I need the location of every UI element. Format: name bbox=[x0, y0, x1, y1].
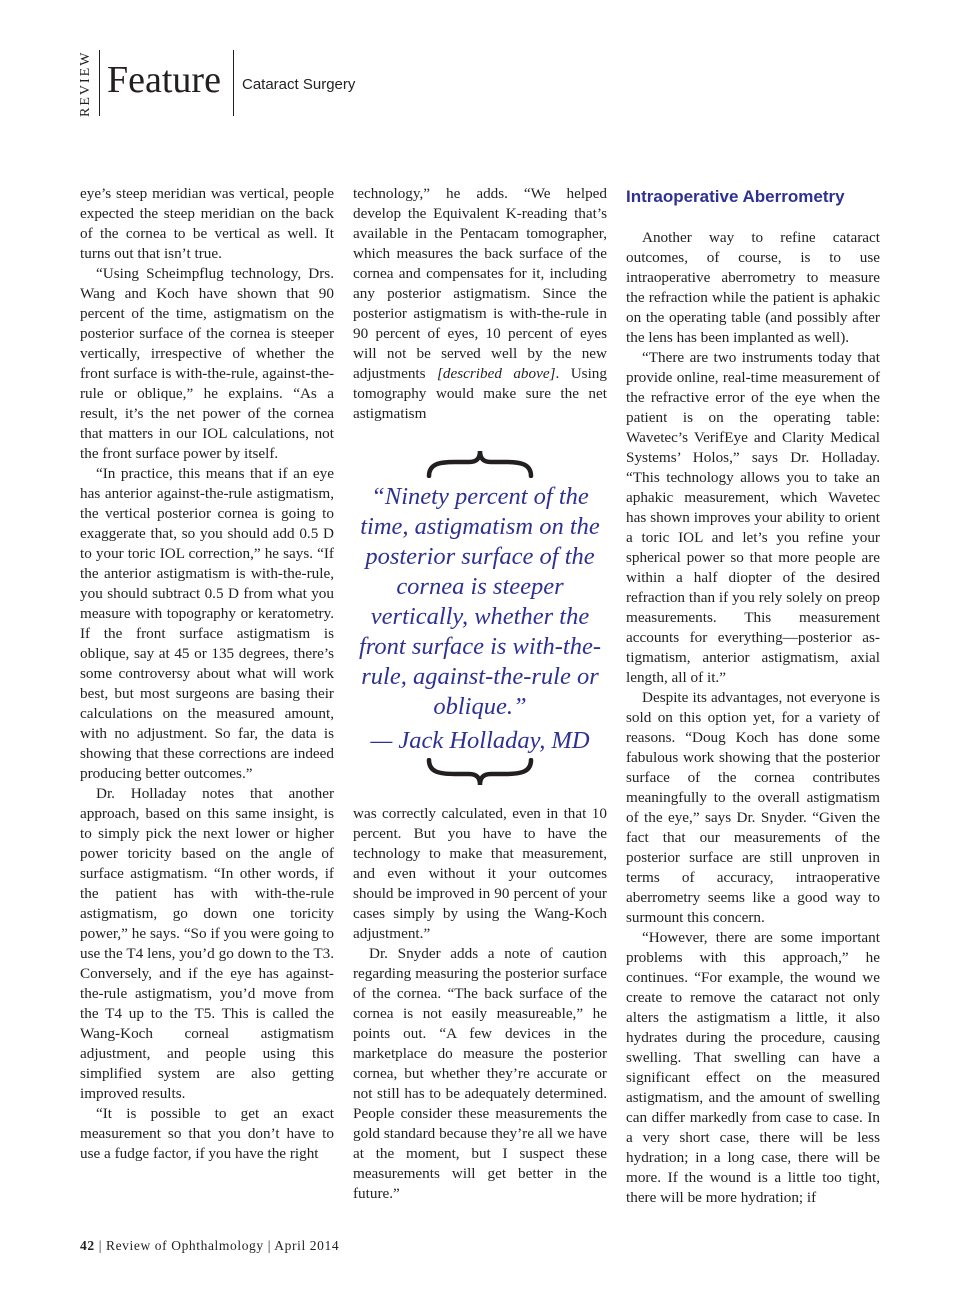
text-run: technology,” he adds. “We helped develop the Equivalent K-reading that’s available in the Pentacam tomographer, which measures the back surface of the cornea and compensates for it, including any posterior astigmatism. Since the posterior astigmatism is with-the-rule in 90 percent of eyes, 10 percent of eyes will not be served well by the new adjustments bbox=[353, 185, 607, 382]
pull-quote-attribution: — Jack Holladay, MD bbox=[370, 727, 590, 754]
paragraph: “There are two instruments today that provide online, real-time measurement of the refractive error of the eye when the patient is on the operating table: Wavetec’s VerifEye and Clarity Medical Systems’ Holos,” says Dr. Holladay. “This technology allows you to take an aphakic measurement, which Wavetec has shown improves your ability to orient a toric IOL and let’s you refine your spherical power so that more people are within a half diopter of the desired refraction than if you rely solely on preop measurements. This measurement accounts for everything—posterior as-tigmatism, anterior astigmatism, axial length, all of it.” bbox=[626, 349, 880, 686]
page-number: 42 bbox=[80, 1238, 95, 1253]
feature-title: Feature bbox=[107, 59, 221, 101]
issue-date: April 2014 bbox=[274, 1238, 340, 1253]
paragraph: “Using Scheimpflug technology, Drs. Wang and Koch have shown that 90 percent of the time, astigmatism on the posterior surface of the cornea is steeper vertically, irrespective of whether the front surface is with-the-rule, against-the-rule or oblique,” he explains. “As a result, it’s the net power of the cornea that matters in our IOL calculations, not the front surface power by itself. bbox=[80, 265, 334, 462]
top-brace-icon bbox=[425, 448, 535, 478]
paragraph: eye’s steep meridian was vertical, people expected the steep meridian on the back of the cornea to be vertical as well. It turns out that isn’t true. bbox=[80, 185, 334, 262]
paragraph: “It is possible to get an exact measurement so that you don’t have to use a fudge factor, if you have the right bbox=[80, 1105, 334, 1162]
paragraph: was correctly calculated, even in that 10 percent. But you have to have the technology to make that measurement, and even without it your outcomes should be improved in 90 percent of your cases simply by using the Wang-Koch adjustment.” bbox=[353, 805, 607, 942]
column-2-bottom bbox=[353, 804, 607, 1204]
header-divider-right bbox=[233, 50, 234, 116]
paragraph bbox=[353, 184, 607, 424]
italic-text: [described above] bbox=[436, 365, 556, 382]
paragraph: “In practice, this means that if an eye has anterior against-the-rule astigmatism, the vertical posterior cornea is going to exaggerate that, so you should add 0.5 D to your toric IOL correction,” he says. “If the anterior astigmatism is with-the-rule, you should subtract 0.5 D from what you measure with topography or keratometry. If the front surface astigmatism is oblique, say at 45 or 135 degrees, there’s some controversy about what will work best, but most surgeons are basing their calculations on the measured amount, with no adjustment. So far, the data is showing that these corrections are indeed producing better outcomes.” bbox=[80, 465, 334, 782]
pull-quote bbox=[353, 448, 607, 788]
column-1 bbox=[80, 184, 334, 1164]
section-label: Cataract Surgery bbox=[242, 76, 356, 93]
footer-separator: | bbox=[267, 1238, 272, 1253]
section-heading: Intraoperative Aberrometry bbox=[626, 187, 845, 206]
paragraph: Another way to refine cataract outcomes, of course, is to use intraoperative aberrometry to measure the refraction while the patient is aphakic on the operating table (and possibly after the lens has been implanted as well). bbox=[626, 229, 880, 346]
header-divider-left bbox=[99, 50, 100, 116]
magazine-name: Review of Ophthalmology bbox=[105, 1238, 264, 1253]
paragraph: Despite its advantages, not everyone is sold on this option yet, for a variety of reasons. “Doug Koch has done some fabulous work showing that the posterior surface of the cornea contributes meaningfully to the overall astigmatism of the eye,” says Dr. Snyder. “Given the fact that our measurements of the posterior surface are still unproven in terms of accuracy, intraoperative aberrometry seems like a good way to surmount this concern. bbox=[626, 689, 880, 926]
review-vertical-label: REVIEW bbox=[78, 50, 93, 117]
column-2-top bbox=[353, 184, 607, 424]
bottom-brace-icon bbox=[425, 758, 535, 788]
paragraph: Dr. Holladay notes that another approach, based on this same insight, is to simply pick the next lower or higher power toricity based on the angle of surface astigmatism. “In other words, if the patient has with with-the-rule astigmatism, go down one toricity power,” he says. “So if you were going to use the T4 lens, you’d go down to the T3. Conversely, and if the eye has against-the-rule astigmatism, you’d move from the T4 up to the T5. This is called the Wang-Koch corneal astigmatism adjustment, and people using this simplified system are also getting improved results. bbox=[80, 785, 334, 1102]
paragraph: Dr. Snyder adds a note of caution regarding measuring the posterior surface of the cornea. “The back surface of the cornea is not easily measureable,” he points out. “A few devices in the marketplace do measure the posterior cornea, but whether they’re accurate or not still has to be adequately determined. People consider these measurements the gold standard because they’re all we have at the moment, but I suspect these measurements will get better in the future.” bbox=[353, 945, 607, 1202]
paragraph: “However, there are some important problems with this approach,” he continues. “For example, the wound we create to remove the cataract not only alters the astigmatism a little, it also hydrates during the procedure, causing swelling. That swelling can have a significant effect on the measured astigmatism, and the amount of swelling can differ markedly from case to case. In a very short case, there will be less hydration; in a long case, there will be more. If the wound is a little too tight, there will be more hydration; if bbox=[626, 929, 880, 1206]
text-run: . Using tomography would make sure the net astigmatism bbox=[353, 365, 607, 422]
column-3 bbox=[626, 184, 880, 1208]
page-footer bbox=[80, 1238, 339, 1254]
footer-separator: | bbox=[98, 1238, 102, 1253]
pull-quote-text: “Ninety percent of the time, astigmatism on the posterior surface of the cornea is steeper vertically, whether the front surface is with-the-rule, against-the-rule or oblique.” bbox=[358, 483, 602, 720]
